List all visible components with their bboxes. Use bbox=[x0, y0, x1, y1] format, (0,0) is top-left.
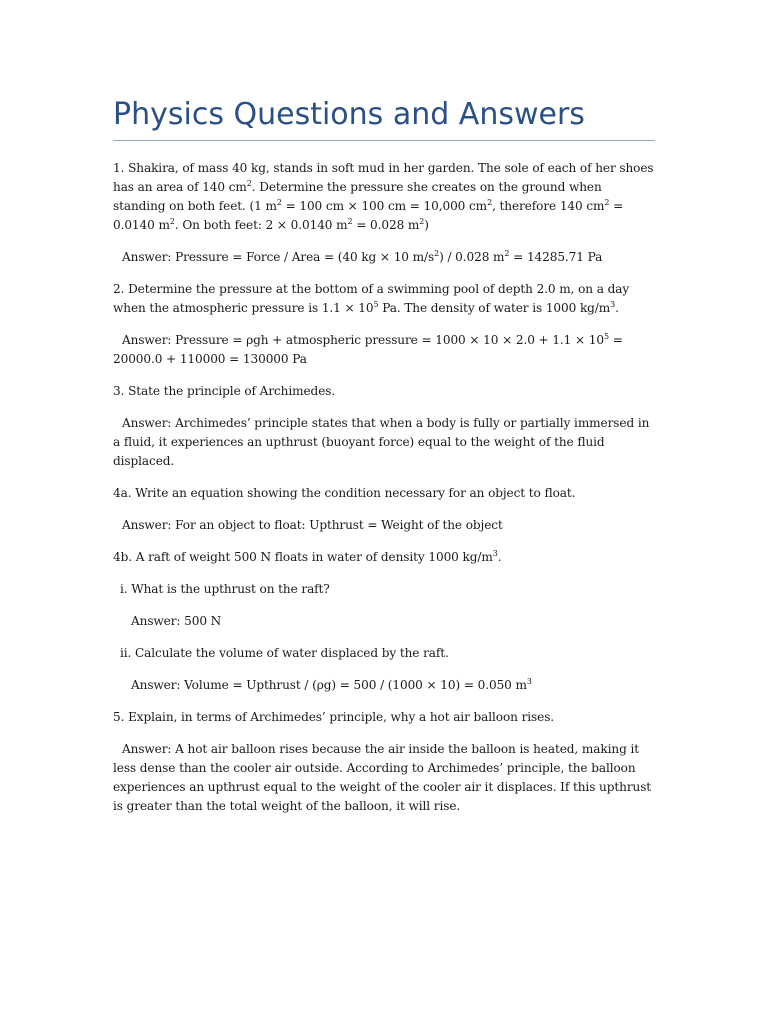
question-1: 1. Shakira, of mass 40 kg, stands in soft mud in her garden. The sole of each of her shoes has an area of 140 $cm^2$. Determine the pressure she creates on the ground when standing on both feet. (1 $m^2 = 100$ cm × 100 cm = 10,000 $cm^2$, therefore 140 $cm^2 = 0.0140$ $m^2$. On both feet: 2 × 0.0140 $m^2 = 0.028$ $m^2$) bbox=[113, 161, 654, 232]
question-4b-ii: ii. Calculate the volume of water displaced by the raft. bbox=[120, 646, 449, 660]
question-3: 3. State the principle of Archimedes. bbox=[113, 384, 336, 398]
document-body bbox=[113, 159, 655, 816]
answer-1: Answer: Pressure = Force / Area = (40 kg × 10 $m/s^2) / 0.028$ $m^2 = 14285.71$ Pa bbox=[122, 249, 603, 264]
question-2: 2. Determine the pressure at the bottom of a swimming pool of depth 2.0 m, on a day when the atmospheric pressure is $1.1 \times 10^5$ Pa. The density of water is 1000 $kg/m^3$. bbox=[113, 282, 630, 315]
document-title: Physics Questions and Answers bbox=[113, 96, 655, 141]
answer-3: Answer: Archimedes’ principle states that when a body is fully or partially immersed in a fluid, it experiences an upthrust (buoyant force) equal to the weight of the fluid displaced. bbox=[113, 416, 650, 468]
answer-4b-i: Answer: 500 N bbox=[131, 614, 222, 628]
answer-5: Answer: A hot air balloon rises because the air inside the balloon is heated, making it less dense than the cooler air outside. According to Archimedes’ principle, the balloon experiences an upthrust equal to the weight of the cooler air it displaces. If this upthrust is greater than the total weight of the balloon, it will rise. bbox=[113, 742, 652, 813]
answer-2: Answer: Pressure = ρgh + atmospheric pressure = $1000 \times 10 \times 2.0 + 1.1 \times 10^5 = 20000.0 + 110000 = 130000$ Pa bbox=[113, 332, 623, 366]
document-page bbox=[113, 96, 655, 829]
question-4b: 4b. A raft of weight 500 N floats in water of density 1000 $kg/m^3$. bbox=[113, 549, 502, 564]
question-5: 5. Explain, in terms of Archimedes’ principle, why a hot air balloon rises. bbox=[113, 710, 555, 724]
question-4a: 4a. Write an equation showing the condition necessary for an object to float. bbox=[113, 486, 576, 500]
answer-4b-ii: Answer: Volume = Upthrust / (ρg) = 500 / (1000 × 10) = 0.050 $m^3$ bbox=[131, 677, 532, 692]
question-4b-i: i. What is the upthrust on the raft? bbox=[120, 582, 330, 596]
answer-4a: Answer: For an object to float: Upthrust = Weight of the object bbox=[122, 518, 503, 532]
